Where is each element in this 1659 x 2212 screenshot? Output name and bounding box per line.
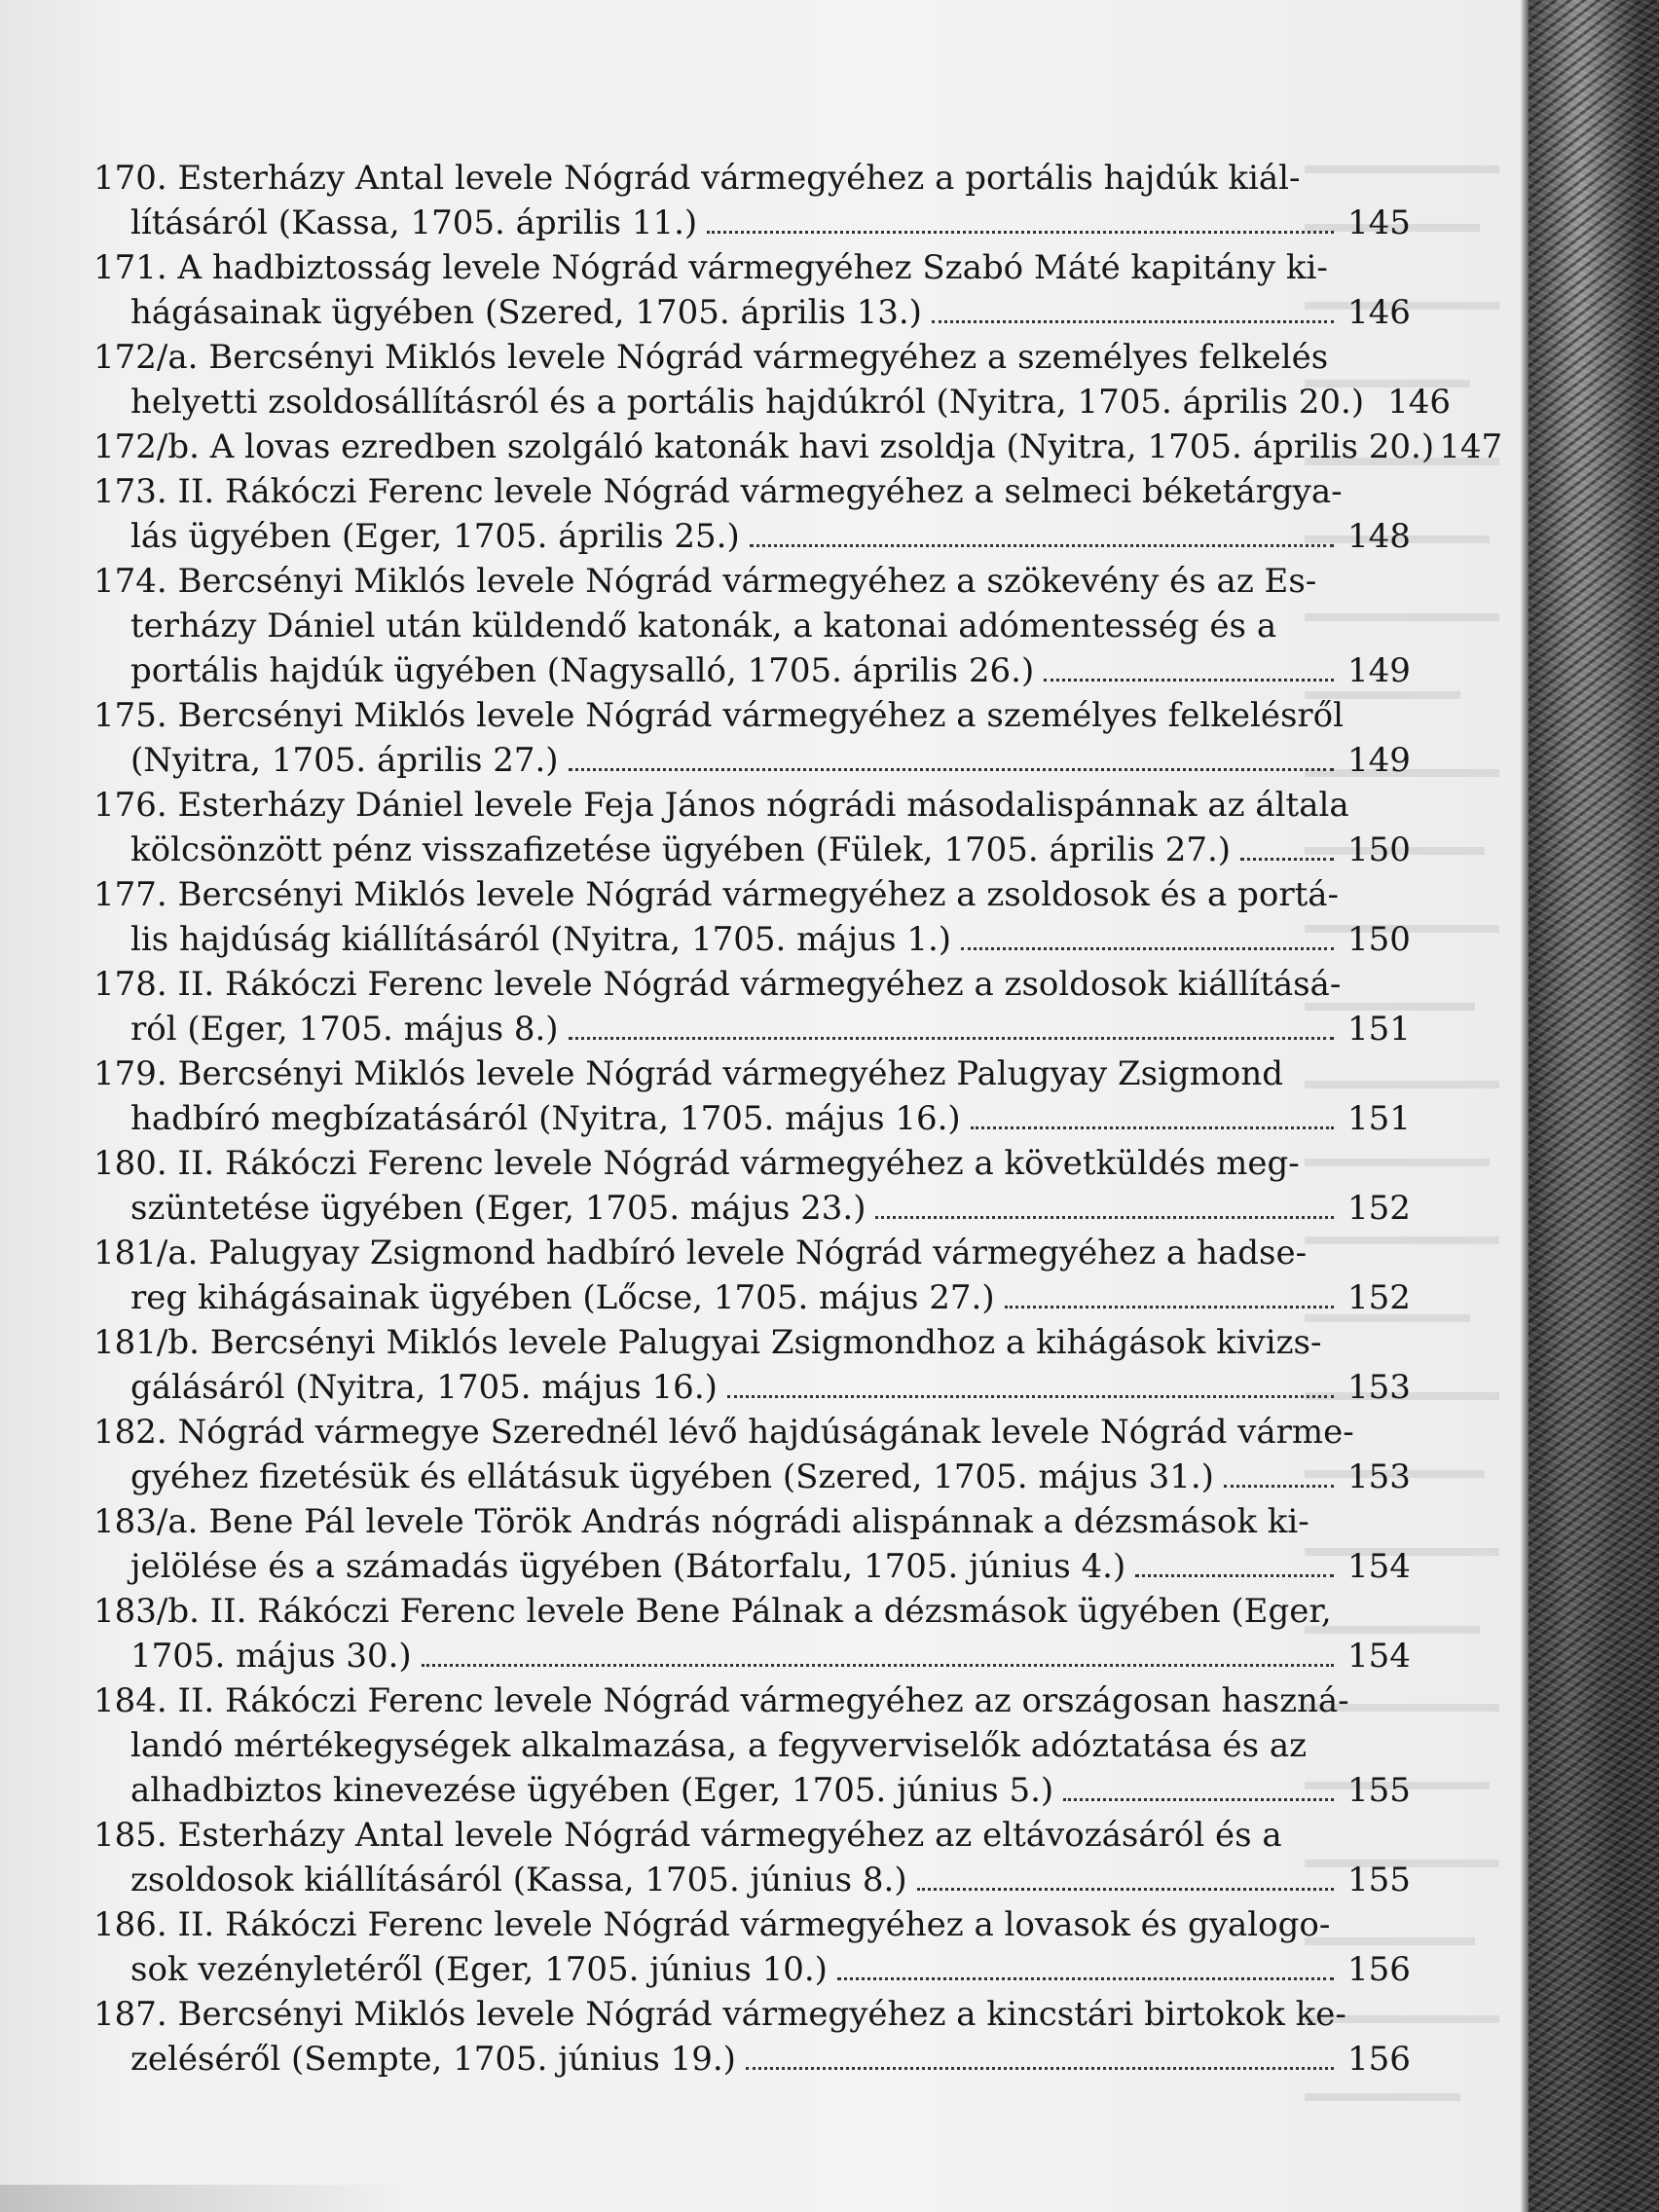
toc-page-number: 149: [1347, 741, 1411, 780]
toc-entry-line: 185. Esterházy Antal levele Nógrád vármegyéhez az eltávozásáról és a: [93, 1816, 1282, 1855]
dot-leader: [569, 1012, 1334, 1040]
toc-entry-line: [93, 648, 1411, 693]
toc-entry-text: gyéhez fizetésük és ellátásuk ügyében (Szered, 1705. május 31.): [130, 1457, 1214, 1496]
toc-entry-text: sok vezényletéről (Eger, 1705. június 10.): [130, 1950, 828, 1989]
toc-entry-line: 173. II. Rákóczi Ferenc levele Nógrád vármegyéhez a selmeci béketárgya-: [93, 472, 1343, 511]
dot-leader: [422, 1639, 1334, 1667]
toc-entry: [93, 783, 1411, 872]
dot-leader: [569, 743, 1334, 771]
toc-entry-line: [93, 514, 1411, 559]
toc-entry-text: alhadbiztos kinevezése ügyében (Eger, 1705. június 5.): [130, 1771, 1054, 1810]
watermark-strip: [0, 2185, 409, 2212]
dot-leader: [750, 519, 1334, 547]
toc-entry: [93, 1813, 1411, 1902]
toc-entry-text: lás ügyében (Eger, 1705. április 25.): [130, 517, 740, 556]
toc-entry-text: szüntetése ügyében (Eger, 1705. május 23.): [130, 1189, 866, 1228]
toc-entry-line: [93, 917, 1411, 962]
toc-entry: [93, 693, 1411, 783]
dot-leader: [932, 295, 1334, 323]
toc-entry-text: portális hajdúk ügyében (Nagysalló, 1705. április 26.): [130, 651, 1035, 690]
toc-page-number: 145: [1347, 203, 1411, 242]
toc-entry-line: 179. Bercsényi Miklós levele Nógrád vármegyéhez Palugyay Zsigmond: [93, 1054, 1284, 1093]
toc-entry: [93, 1231, 1411, 1320]
dot-leader: [746, 2042, 1334, 2070]
toc-entry-line: [93, 1455, 1411, 1499]
dot-leader: [1224, 1459, 1334, 1488]
toc-entry-text: (Nyitra, 1705. április 27.): [130, 741, 559, 780]
toc-entry: [93, 335, 1452, 424]
toc-page-number: 152: [1347, 1278, 1411, 1317]
toc-entry-line: [93, 424, 1503, 469]
toc-entry: [93, 469, 1411, 559]
toc-entry-text: ról (Eger, 1705. május 8.): [130, 1010, 559, 1049]
toc-entry-line: [93, 1544, 1411, 1589]
toc-entry-text: lításáról (Kassa, 1705. április 11.): [130, 203, 698, 242]
toc-entry-line: terházy Dániel után küldendő katonák, a katonai adómentesség és a: [130, 607, 1277, 645]
toc-entry-text: zsoldosok kiállításáról (Kassa, 1705. június 8.): [130, 1861, 907, 1899]
toc-entry-line: [93, 1096, 1411, 1141]
toc-page-number: 155: [1347, 1771, 1411, 1810]
toc-entry-line: 178. II. Rákóczi Ferenc levele Nógrád vármegyéhez a zsoldosok kiállításá-: [93, 965, 1342, 1004]
toc-entry-line: 175. Bercsényi Miklós levele Nógrád vármegyéhez a személyes felkelésről: [93, 696, 1345, 735]
toc-entry-line: [93, 380, 1452, 424]
toc-entry-line: [93, 828, 1411, 872]
toc-page-number: 155: [1347, 1861, 1411, 1899]
toc-entry: [93, 1051, 1411, 1141]
toc-entry-line: 170. Esterházy Antal levele Nógrád vármegyéhez a portális hajdúk kiál-: [93, 159, 1301, 198]
toc-page-number: 153: [1347, 1457, 1411, 1496]
toc-entry: [93, 1992, 1411, 2082]
dot-leader: [837, 1952, 1334, 1980]
toc-entry: [93, 1678, 1411, 1813]
toc-entry: [93, 424, 1503, 469]
toc-entry-text: gálásáról (Nyitra, 1705. május 16.): [130, 1368, 718, 1407]
toc-page-number: 154: [1347, 1637, 1411, 1676]
toc-entry-line: [93, 1275, 1411, 1320]
toc-entry-line: 182. Nógrád vármegye Szerednél lévő hajdúságának levele Nógrád várme-: [93, 1413, 1354, 1452]
toc-page-number: 154: [1347, 1547, 1411, 1586]
dot-leader: [1240, 832, 1334, 861]
dot-leader: [727, 1370, 1334, 1398]
engraving-illustration: [1529, 0, 1659, 2212]
toc-page-number: 149: [1347, 651, 1411, 690]
toc-entry-text: jelölése és a számadás ügyében (Bátorfalu, 1705. június 4.): [130, 1547, 1126, 1586]
toc-entry-line: [93, 1007, 1411, 1051]
toc-entry-line: 180. II. Rákóczi Ferenc levele Nógrád vármegyéhez a követküldés meg-: [93, 1144, 1300, 1183]
dot-leader: [1005, 1280, 1334, 1309]
toc-entry-line: [93, 1634, 1411, 1678]
toc-entry: [93, 245, 1411, 335]
toc-entry-line: 176. Esterházy Dániel levele Feja János nógrádi másodalispánnak az általa: [93, 786, 1349, 825]
toc-entry-line: 181/a. Palugyay Zsigmond hadbíró levele Nógrád vármegyéhez a hadse-: [93, 1234, 1308, 1272]
toc-entry: [93, 1320, 1411, 1410]
toc-entry-line: 174. Bercsényi Miklós levele Nógrád vármegyéhez a szökevény és az Es-: [93, 562, 1317, 601]
toc-entry-text: hadbíró megbízatásáról (Nyitra, 1705. május 16.): [130, 1099, 961, 1138]
toc-page-number: 156: [1347, 2040, 1411, 2079]
toc-page-number: 151: [1347, 1099, 1411, 1138]
dot-leader: [971, 1101, 1334, 1129]
toc-entry-line: landó mértékegységek alkalmazása, a fegyverviselők adóztatása és az: [130, 1726, 1308, 1765]
toc-entry-text: zeléséről (Sempte, 1705. június 19.): [130, 2040, 736, 2079]
toc-entry-text: lis hajdúság kiállításáról (Nyitra, 1705. május 1.): [130, 920, 952, 959]
toc-entry-line: [93, 1365, 1411, 1410]
dot-leader: [875, 1191, 1334, 1219]
toc-entry-line: 183/b. II. Rákóczi Ferenc levele Bene Pálnak a dézsmások ügyében (Eger,: [93, 1592, 1332, 1631]
dot-leader: [1044, 653, 1334, 682]
dot-leader: [917, 1862, 1334, 1891]
toc-entry-line: [93, 1858, 1411, 1902]
toc-entry-line: [93, 1186, 1411, 1231]
dot-leader: [707, 205, 1334, 234]
toc-entry-text: helyetti zsoldosállításról és a portális hajdúkról (Nyitra, 1705. április 20.): [130, 383, 1365, 422]
toc-entry-line: 183/a. Bene Pál levele Török András nógrádi alispánnak a dézsmások ki-: [93, 1502, 1309, 1541]
toc-page-number: 146: [1387, 383, 1452, 422]
toc-entry-line: [93, 2037, 1411, 2082]
toc-entry-line: 171. A hadbiztosság levele Nógrád vármegyéhez Szabó Máté kapitány ki-: [93, 248, 1328, 287]
table-of-contents: [93, 156, 1503, 2082]
toc-entry-line: 186. II. Rákóczi Ferenc levele Nógrád vármegyéhez a lovasok és gyalogo-: [93, 1905, 1331, 1944]
toc-entry: [93, 1410, 1411, 1499]
toc-entry-text: kölcsönzött pénz visszafizetése ügyében (Fülek, 1705. április 27.): [130, 830, 1232, 869]
toc-entry-line: 177. Bercsényi Miklós levele Nógrád vármegyéhez a zsoldosok és a portá-: [93, 875, 1340, 914]
toc-entry-line: [93, 738, 1411, 783]
toc-entry: [93, 872, 1411, 962]
toc-page-number: 152: [1347, 1189, 1411, 1228]
toc-entry: [93, 559, 1411, 693]
toc-entry-line: 181/b. Bercsényi Miklós levele Palugyai Zsigmondhoz a kihágások kivizs-: [93, 1323, 1322, 1362]
toc-entry: [93, 156, 1411, 245]
toc-entry: [93, 1499, 1411, 1589]
toc-entry-text: hágásainak ügyében (Szered, 1705. április 13.): [130, 293, 922, 332]
toc-entry: [93, 962, 1411, 1051]
toc-page-number: 146: [1347, 293, 1411, 332]
toc-entry: [93, 1902, 1411, 1992]
toc-entry-line: 184. II. Rákóczi Ferenc levele Nógrád vármegyéhez az országosan haszná-: [93, 1681, 1349, 1720]
toc-entry-line: 172/a. Bercsényi Miklós levele Nógrád vármegyéhez a személyes felkelés: [93, 338, 1329, 377]
toc-page-number: 156: [1347, 1950, 1411, 1989]
dot-leader: [1063, 1773, 1334, 1801]
toc-entry-line: [93, 290, 1411, 335]
dot-leader: [1135, 1549, 1334, 1577]
toc-entry: [93, 1141, 1411, 1231]
toc-entry-line: [93, 201, 1411, 245]
toc-page-number: 148: [1347, 517, 1411, 556]
toc-entry: [93, 1589, 1411, 1678]
toc-page-number: 151: [1347, 1010, 1411, 1049]
toc-entry-text: 172/b. A lovas ezredben szolgáló katonák havi zsoldja (Nyitra, 1705. április 20.): [93, 427, 1435, 466]
toc-page-number: 153: [1347, 1368, 1411, 1407]
toc-entry-line: [93, 1768, 1411, 1813]
dot-leader: [961, 922, 1334, 950]
toc-page-number: 150: [1347, 920, 1411, 959]
toc-page-number: 147: [1439, 427, 1503, 466]
toc-entry-line: 187. Bercsényi Miklós levele Nógrád vármegyéhez a kincstári birtokok ke-: [93, 1995, 1346, 2034]
toc-entry-text: reg kihágásainak ügyében (Lőcse, 1705. május 27.): [130, 1278, 995, 1317]
toc-page-number: 150: [1347, 830, 1411, 869]
toc-entry-line: [93, 1947, 1411, 1992]
toc-entry-text: 1705. május 30.): [130, 1637, 412, 1676]
